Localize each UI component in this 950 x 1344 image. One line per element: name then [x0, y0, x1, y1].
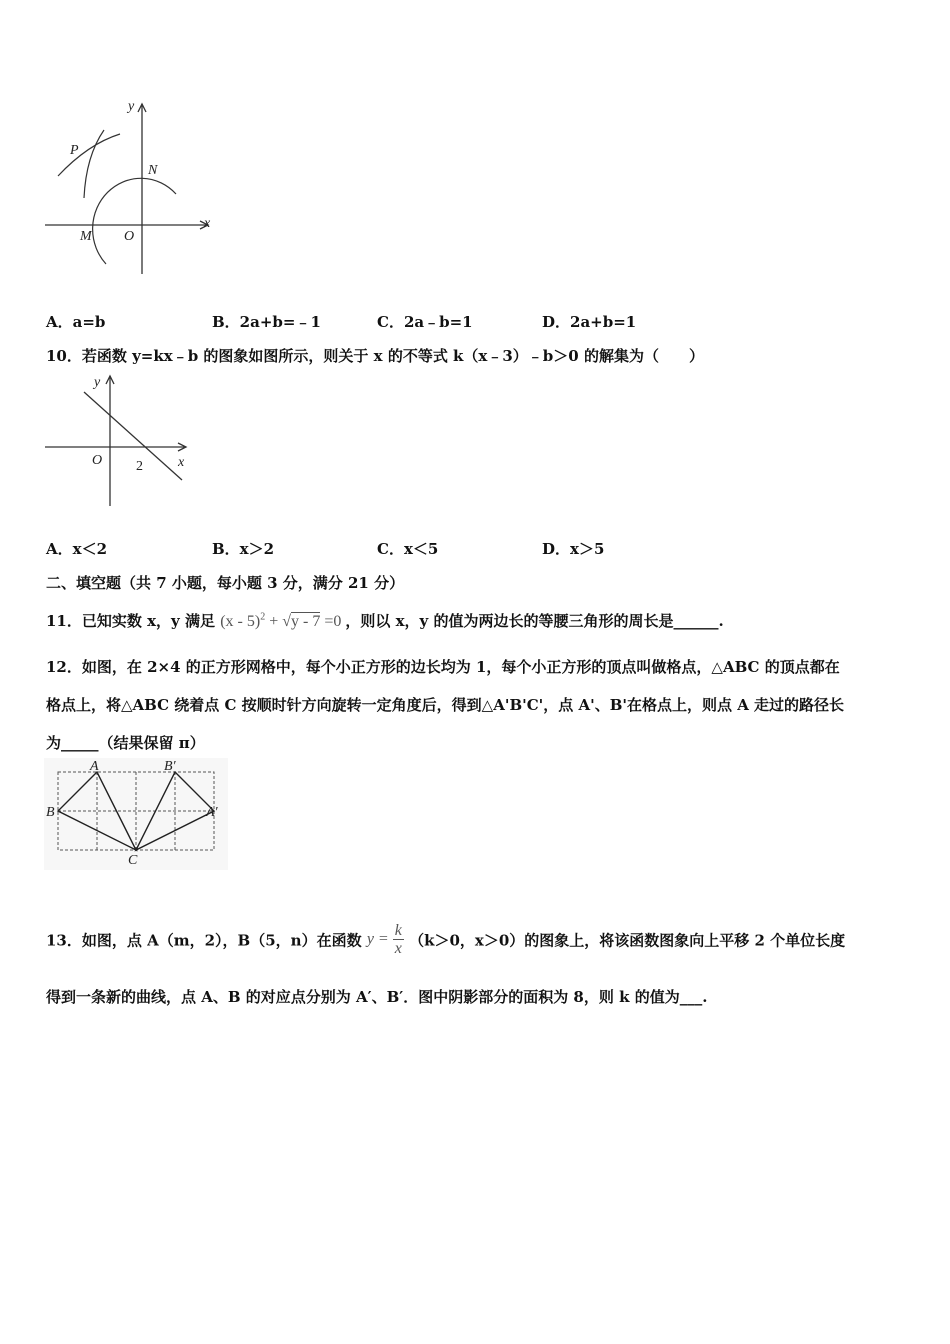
q13-frac-lhs: y =	[366, 930, 389, 948]
q9-x-label: x	[204, 216, 211, 231]
q9-option-a: A．a=b	[46, 313, 106, 331]
q10-option-a: A．x＜2	[46, 540, 108, 558]
q12-figure	[44, 758, 228, 870]
q9-p-label: P	[70, 143, 79, 158]
q11-formula-part1: (x - 5)	[220, 613, 261, 630]
q10-option-d: D．x＞5	[542, 540, 605, 558]
q10-figure	[40, 370, 200, 510]
q12-line-1: 12．如图，在 2×4 的正方形网格中，每个小正方形的边长均为 1，每个小正方形的顶点叫做格点，△ABC 的顶点都在	[46, 658, 840, 676]
q11-formula	[220, 613, 345, 630]
q9-option-c: C．2a﹣b=1	[377, 313, 473, 331]
q11-formula-eq: =0	[324, 613, 342, 630]
q11-sqrt-sign: √	[282, 613, 292, 630]
q11-line	[46, 610, 724, 631]
q10-tick-label: 2	[136, 459, 143, 474]
q12-line-2: 格点上，将△ABC 绕着点 C 按顺时针方向旋转一定角度后，得到△A'B'C'，点 A'、B'在格点上，则点 A 走过的路径长	[46, 696, 845, 714]
q11-prefix: 11．已知实数 x，y 满足	[46, 612, 215, 630]
section-2-title: 二、填空题（共 7 小题，每小题 3 分，满分 21 分）	[46, 574, 405, 592]
q9-y-label: y	[128, 99, 135, 114]
q9-option-b: B．2a+b=﹣1	[212, 313, 321, 331]
q13-frac-body	[393, 922, 404, 957]
q11-formula-plus: +	[269, 613, 279, 630]
q12-label-a: A	[90, 759, 99, 774]
q10-question-text: 10．若函数 y=kx﹣b 的图象如图所示，则关于 x 的不等式 k（x﹣3）﹣b＞0 的解集为（ ）	[46, 347, 704, 365]
q12-label-c: C	[128, 853, 138, 868]
q12-line-3: 为_____（结果保留 π）	[46, 734, 205, 752]
q13-line-1	[46, 924, 845, 959]
q10-y-label: y	[94, 375, 101, 390]
q12-label-a-prime: A′	[206, 805, 218, 820]
q11-formula-exp: 2	[260, 611, 266, 623]
q12-label-b-prime: B′	[164, 759, 176, 774]
q9-figure	[40, 92, 230, 282]
q13-frac-den: x	[394, 940, 402, 957]
q9-option-d: D．2a+b=1	[542, 313, 637, 331]
q9-arc-m	[93, 178, 176, 264]
q12-label-b: B	[46, 805, 55, 820]
q13-line-2: 得到一条新的曲线，点 A、B 的对应点分别为 A′、B′．图中阴影部分的面积为 8，则 k 的值为___.	[46, 988, 708, 1006]
q13-prefix: 13．如图，点 A（m，2），B（5，n）在函数	[46, 931, 362, 950]
q10-option-b: B．x＞2	[212, 540, 275, 558]
q11-suffix: ，则以 x，y 的值为两边长的等腰三角形的周长是______.	[345, 612, 724, 630]
q13-fraction	[367, 922, 404, 957]
q9-arc-p-1	[58, 134, 120, 176]
q13-frac-num: k	[394, 922, 402, 939]
q10-o-label: O	[92, 453, 103, 468]
q11-formula-radicand: y - 7	[291, 613, 321, 630]
q10-option-c: C．x＜5	[377, 540, 439, 558]
q9-n-label: N	[148, 163, 158, 178]
q13-suffix: （k＞0，x＞0）的图象上，将该函数图象向上平移 2 个单位长度	[409, 931, 846, 950]
q9-o-label: O	[124, 229, 135, 244]
q9-m-label: M	[80, 229, 92, 244]
q9-arc-p-2	[84, 130, 104, 198]
q10-x-label: x	[178, 455, 185, 470]
